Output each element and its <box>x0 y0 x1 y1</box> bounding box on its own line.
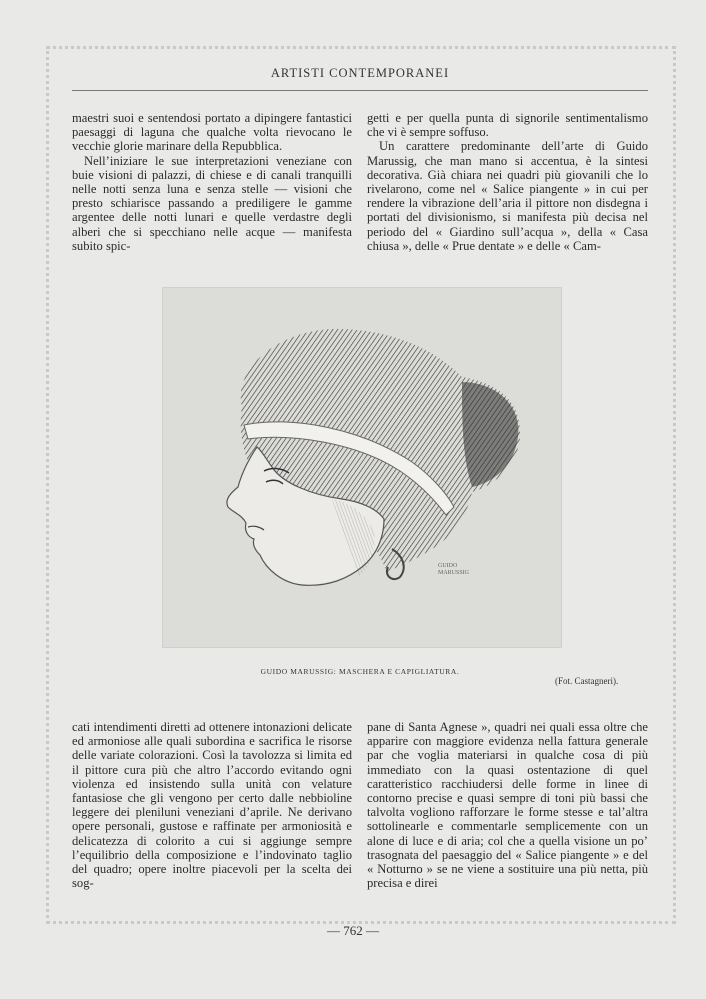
paragraph: maestri suoi e sentendosi portato a dipingere fantastici paesaggi di laguna che qualche volta rievocano le vecchie glorie marinare della Repubblica. <box>72 111 352 154</box>
page-number: — 762 — <box>327 923 379 938</box>
artwork-plate <box>162 287 562 648</box>
text-column-top-left <box>72 111 352 253</box>
header-rule <box>72 90 648 91</box>
paragraph: cati intendimenti diretti ad ottenere intonazioni delicate ed armoniose alle quali subordina e sacrifica le risorse delle variate colorazioni. Così la tavolozza si limita ed il pittore cura più che altro l’accordo evitando ogni violenza ed insistendo sulla unità con velature fantasiose che gli vengono per certo dalle nebbioline leggere dei pleniluni veneziani d’aprile. Ne derivano opere personali, gustose e raffinate per armoniosità e delicatezza di colorito a cui si aggiunge sempre l’equilibrio della composizione e l’indovinato taglio del quadro; opere inoltre piacevoli per la scelta dei sog- <box>72 720 352 891</box>
paragraph: Nell’iniziare le sue interpretazioni veneziane con buie visioni di palazzi, di chiese e di canali tranquilli nelle notti senza luna e senza stelle — visioni che presto schiarisce passando a prediligere le gamme argentee delle notti lunari e quelle verdastre degli alberi che si specchiano nelle acque — manifesta subito spic- <box>72 153 352 253</box>
text-column-bottom-right <box>367 720 648 890</box>
figure-caption: GUIDO MARUSSIG: MASCHERA E CAPIGLIATURA. <box>260 667 460 676</box>
photo-credit: (Fot. Castagneri). <box>555 676 619 686</box>
svg-text:MARUSSIG: MARUSSIG <box>438 570 470 576</box>
paragraph: Un carattere predominante dell’arte di Guido Marussig, che man mano si accentua, è la sintesi decorativa. Già chiara nei quadri più giovanili che lo rivelarono, come nel « Salice piangente » in cui per rendere la vibrazione dell’aria il pittore non disdegna i portati del divisionismo, si manifesta più decisa nel periodo del « Giardino sull’acqua », della « Casa chiusa », delle « Prue dentate » e delle « Cam- <box>367 139 648 253</box>
artist-signature: GUIDO <box>438 563 458 569</box>
paragraph: pane di Santa Agnese », quadri nei quali essa oltre che apparire con maggiore evidenza nella fattura generale par che voglia materiarsi in qualche cosa di più immediato con la quasi ostentazione di quel caratteristico racchiudersi delle forme in linee di contorno precise e quasi sempre di toni più bassi che talvolta vogliono rafforzare le forme stesse e tal’altra sottolinearle e commentarle semplicemente con un alone di luce e di aria; col che a quella visione un po’ trasognata del paesaggio del « Salice piangente » e del « Notturno » se ne viene a sostituire una più netta, più precisa e direi <box>367 720 648 891</box>
hair-bun <box>462 382 518 487</box>
text-column-top-right <box>367 111 648 253</box>
portrait-illustration <box>162 287 562 648</box>
text-column-bottom-left <box>72 720 352 890</box>
paragraph: getti e per quella punta di signorile sentimentalismo che vi è sempre soffuso. <box>367 111 648 140</box>
running-header: ARTISTI CONTEMPORANEI <box>270 66 450 80</box>
